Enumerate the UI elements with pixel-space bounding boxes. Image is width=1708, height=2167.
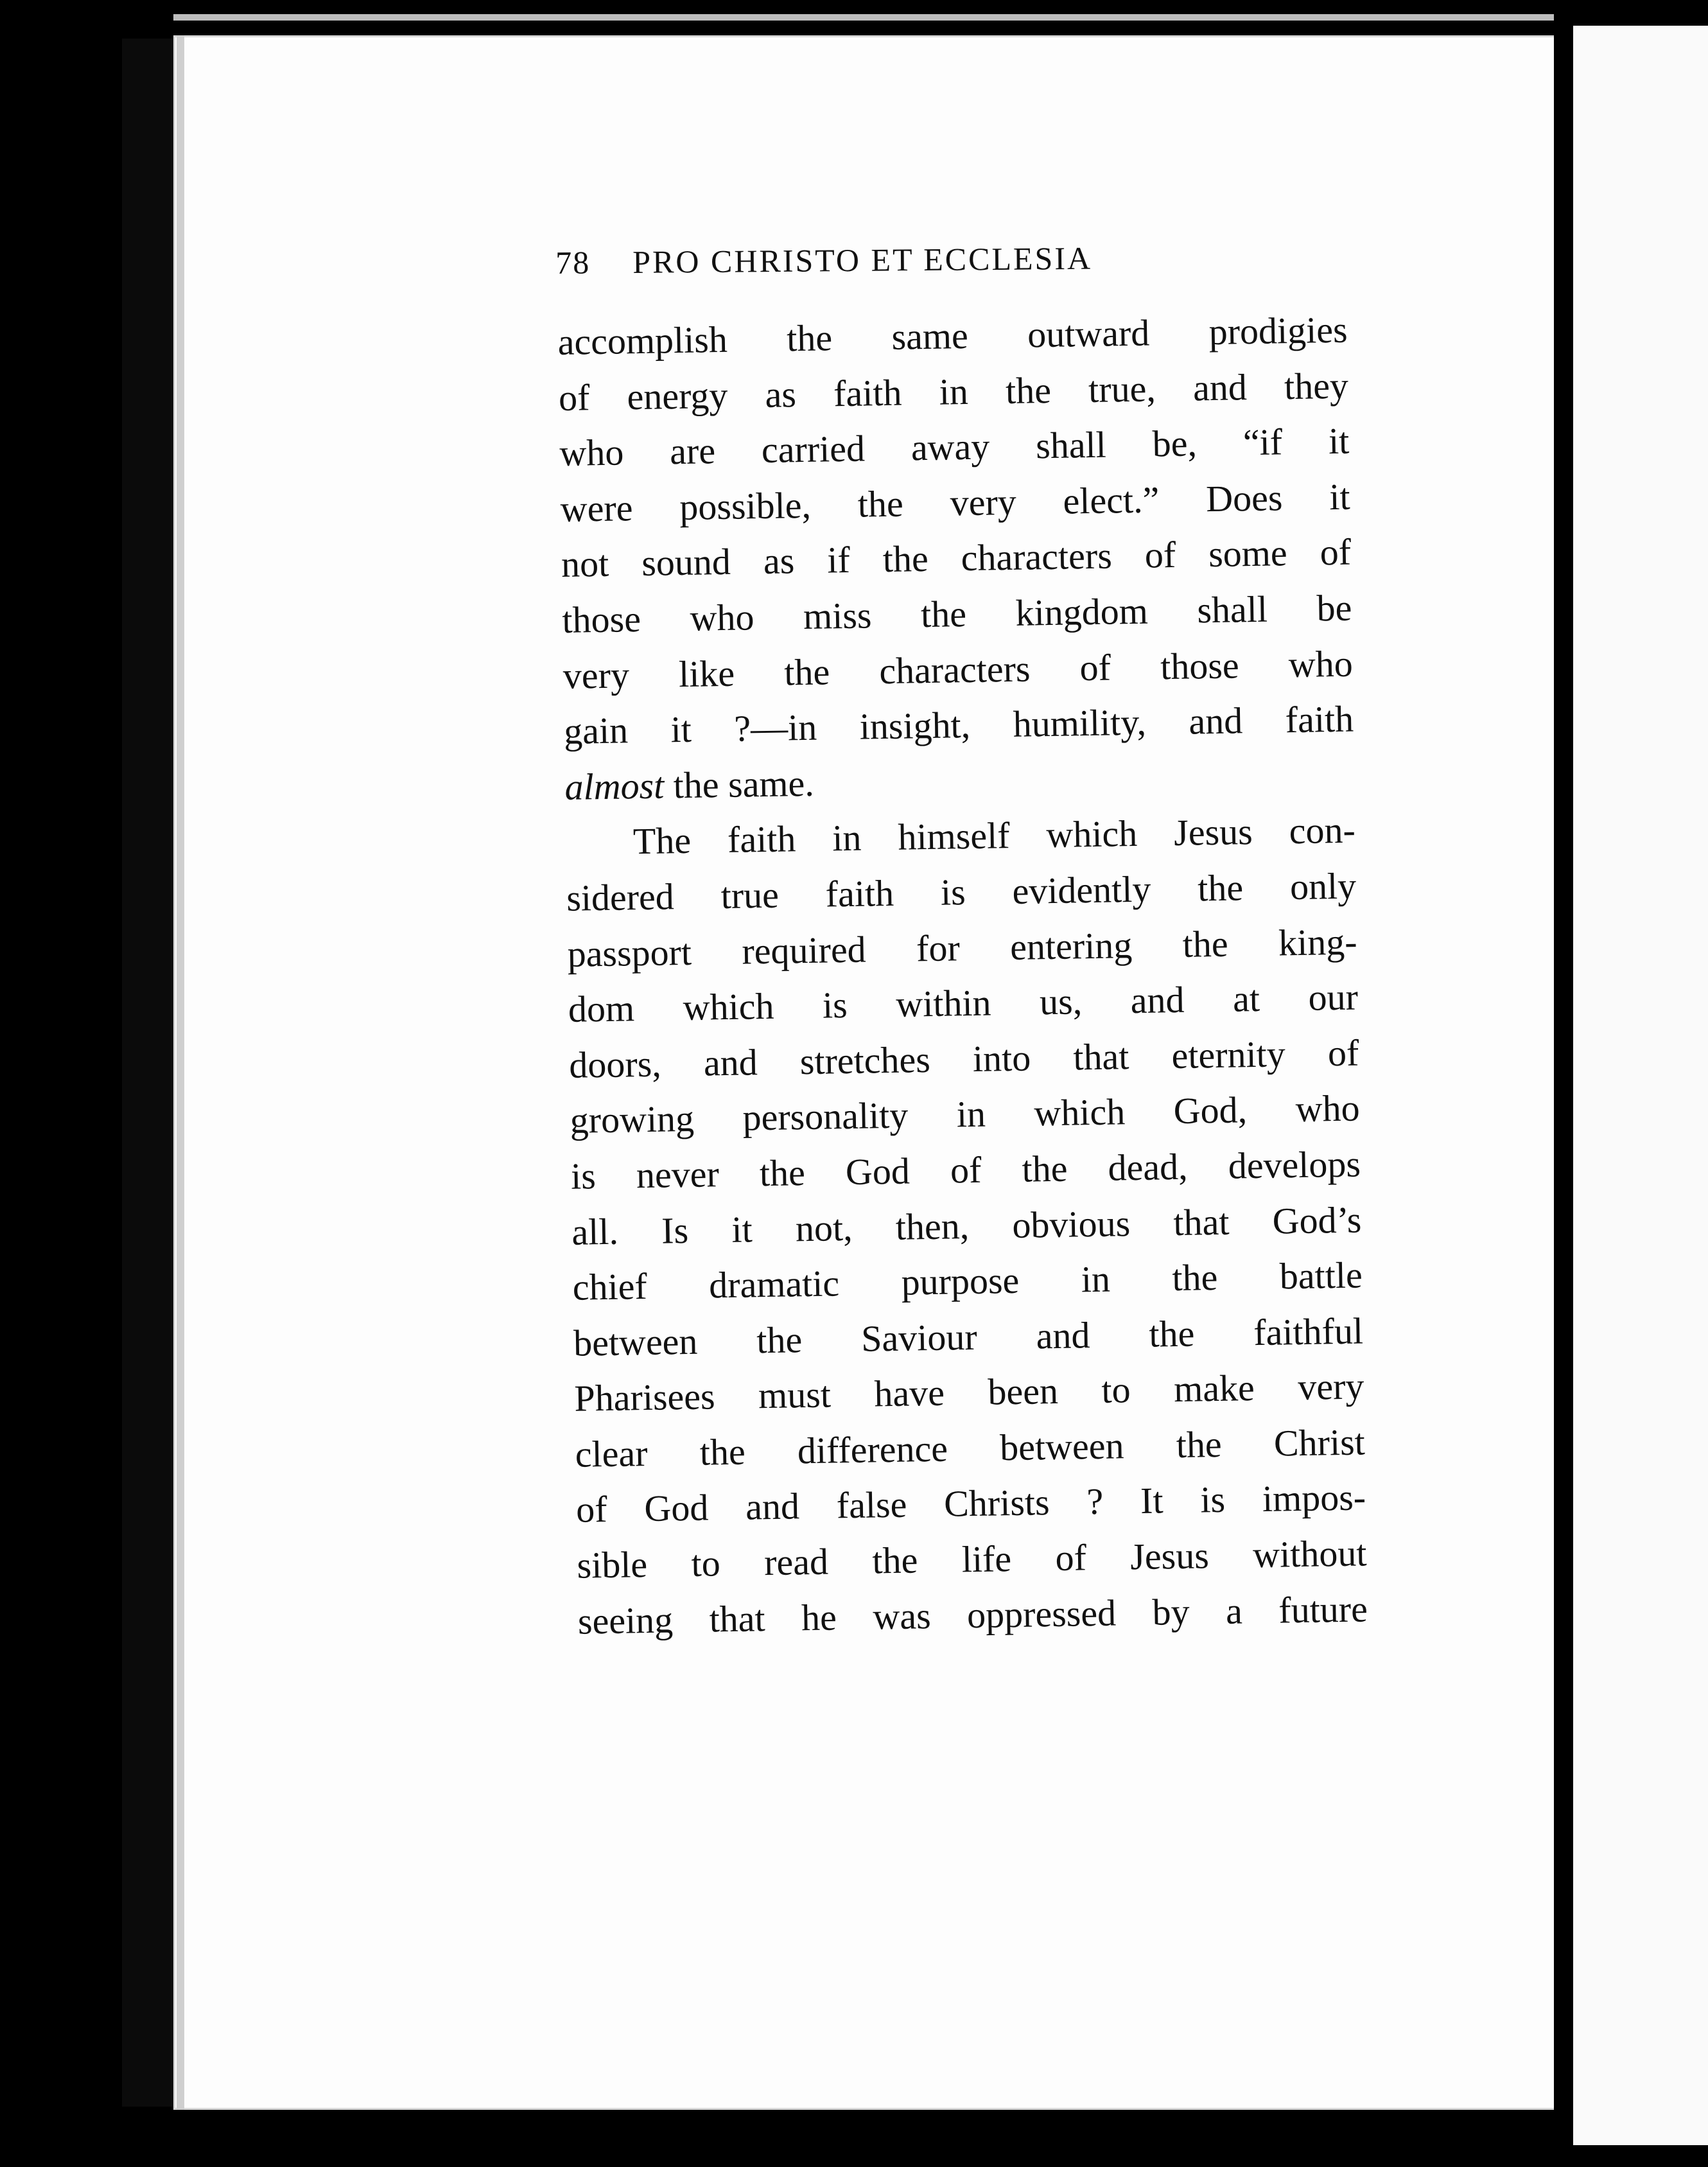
text-line: doors, and stretches into that eternity of: [568, 1031, 1359, 1086]
text-line: seeing that he was oppressed by a future: [577, 1588, 1368, 1642]
text-line: passport required for entering the king-: [567, 920, 1357, 975]
text-line: those who miss the kingdom shall be: [561, 586, 1352, 641]
text-line: gain it ?—in insight, humility, and faith: [563, 697, 1354, 753]
text-line: sible to read the life of Jesus without: [577, 1532, 1367, 1586]
running-head: [555, 238, 1288, 302]
page-top-edge: [173, 14, 1564, 21]
text-line: all. Is it not, then, obvious that God’s: [571, 1198, 1362, 1253]
paragraph-first-line: The faith in himself which Jesus con-: [632, 809, 1356, 863]
text-line: sidered true faith is evidently the only: [566, 864, 1357, 919]
text-line: growing personality in which God, who: [570, 1087, 1361, 1142]
text-line: were possible, the very elect.” Does it: [560, 475, 1351, 530]
book-gutter: [1554, 0, 1573, 2167]
text-line: of God and false Christs ? It is impos-: [575, 1476, 1366, 1531]
page-left-margin-shadow: [177, 35, 184, 2110]
page-number: 78: [555, 244, 591, 281]
text-line: chief dramatic purpose in the battle: [572, 1254, 1363, 1308]
text-line-rest: the same.: [673, 762, 815, 806]
text-line: clear the difference between the Christ: [575, 1421, 1366, 1475]
running-title: PRO CHRISTO ET ECCLESIA: [632, 240, 1093, 280]
body-text: [557, 303, 1368, 1649]
text-line: very like the characters of those who: [562, 642, 1354, 697]
text-line: Pharisees must have been to make very: [574, 1365, 1364, 1420]
text-line: of energy as faith in the true, and they: [558, 364, 1349, 419]
italic-word: almost: [564, 764, 665, 808]
text-line: dom which is within us, and at our: [568, 976, 1359, 1030]
text-line: is never the God of the dead, develops: [570, 1143, 1361, 1197]
text-line: between the Saviour and the faithful: [573, 1310, 1364, 1364]
facing-page: [1573, 26, 1708, 2145]
text-line: accomplish the same outward prodigies: [557, 308, 1348, 363]
text-line: not sound as if the characters of some of: [561, 531, 1352, 586]
text-line: who are carried away shall be, “if it: [559, 419, 1350, 475]
